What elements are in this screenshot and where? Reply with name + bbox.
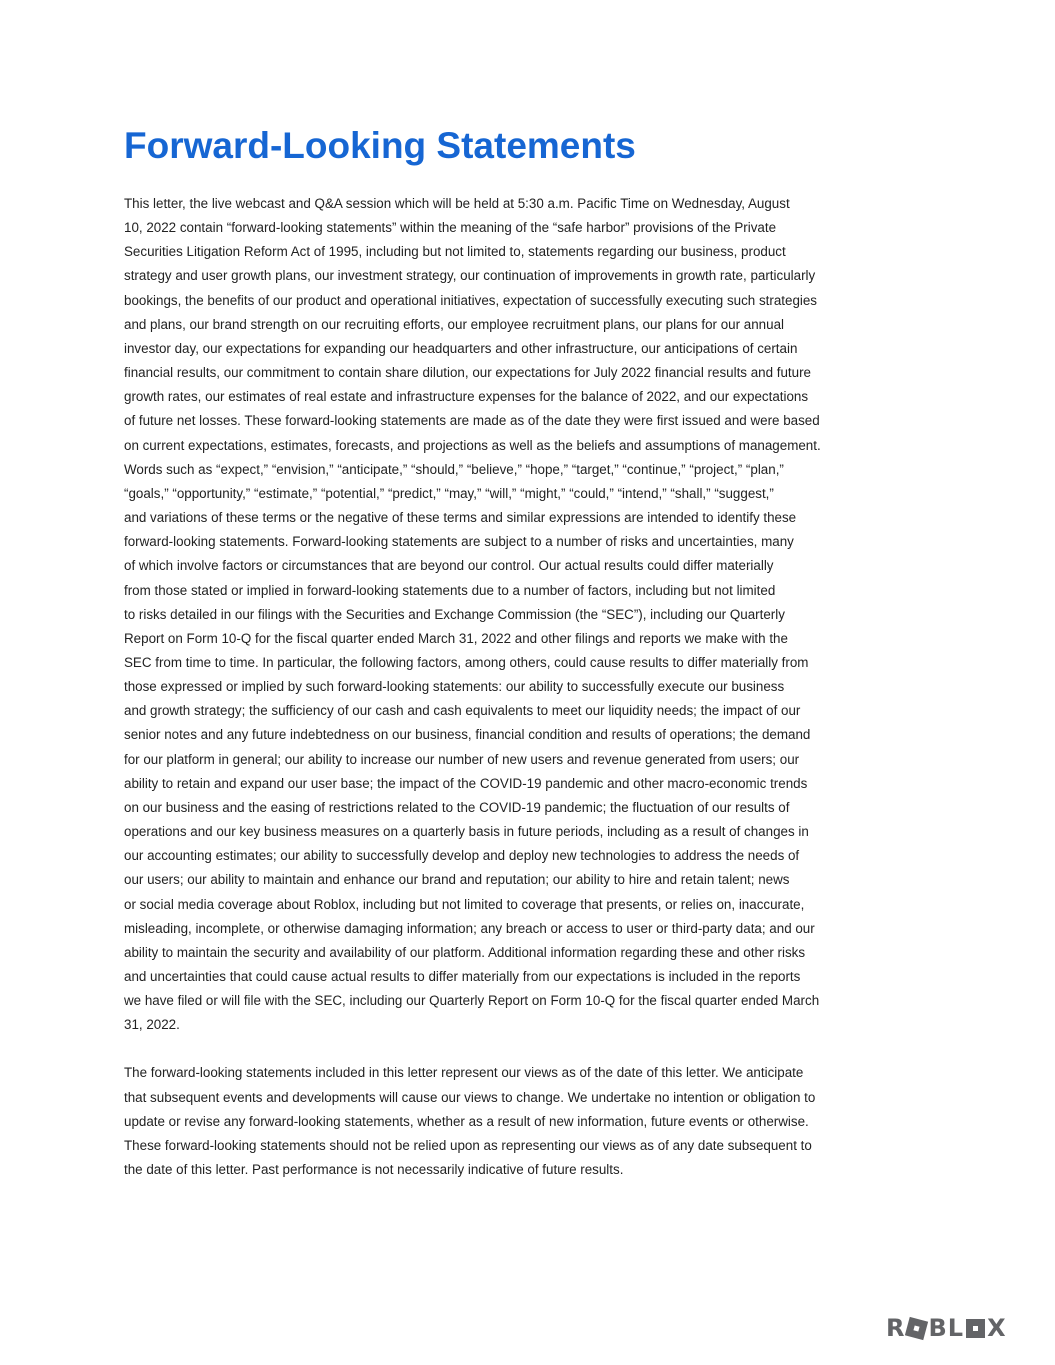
text-line: SEC from time to time. In particular, the following factors, among others, could cause results to differ materially from <box>124 654 809 670</box>
roblox-logo <box>886 1316 1026 1340</box>
text-line: and uncertainties that could cause actual results to differ materially from our expectations is included in the reports <box>124 969 801 984</box>
logo-o-square-icon <box>966 1319 985 1338</box>
text-line: and variations of these terms or the negative of these terms and similar expressions are intended to identify these <box>124 510 797 526</box>
text-line: ability to maintain the security and availability of our platform. Additional information regarding these and other risks <box>124 944 806 960</box>
text-line: 10, 2022 contain “forward-looking statements” within the meaning of the “safe harbor” provisions of the Private <box>124 220 777 236</box>
logo-o-square-icon <box>905 1317 928 1340</box>
body-text <box>124 192 934 1182</box>
text-line: we have filed or will file with the SEC, including our Quarterly Report on Form 10-Q for the fiscal quarter ended March <box>124 993 820 1009</box>
text-line: our users; our ability to maintain and enhance our brand and reputation; our ability to hire and retain talent; news <box>124 872 790 888</box>
text-line: senior notes and any future indebtedness on our business, financial condition and results of operations; the demand <box>124 727 811 743</box>
text-line: Words such as “expect,” “envision,” “anticipate,” “should,” “believe,” “hope,” “target,” “continue,” “project,” “plan,” <box>124 461 784 477</box>
text-line: bookings, the benefits of our product and operational initiatives, expectation of successfully executing such strategies <box>124 292 818 308</box>
text-line: operations and our key business measures on a quarterly basis in future periods, including as a result of changes in <box>124 824 809 840</box>
text-line: “goals,” “opportunity,” “estimate,” “potential,” “predict,” “may,” “will,” “might,” “could,” “intend,” “shall,” “suggest,” <box>124 485 774 501</box>
text-line: and growth strategy; the sufficiency of our cash and cash equivalents to meet our liquidity needs; the impact of our <box>124 703 801 719</box>
page-title: Forward-Looking Statements <box>124 125 636 166</box>
text-line: on current expectations, estimates, forecasts, and projections as well as the beliefs and assumptions of management. <box>124 437 821 453</box>
text-line: growth rates, our estimates of real estate and infrastructure expenses for the balance of 2022, and our expectations <box>124 389 809 405</box>
text-line: our accounting estimates; our ability to successfully develop and deploy new technologies to address the needs of <box>124 848 800 864</box>
text-line: ability to retain and expand our user base; the impact of the COVID-19 pandemic and other macro-economic trends <box>124 775 808 791</box>
text-line: the date of this letter. Past performance is not necessarily indicative of future results. <box>124 1162 624 1178</box>
text-line: and plans, our brand strength on our recruiting efforts, our employee recruitment plans, our plans for our annual <box>124 316 784 332</box>
text-line: misleading, incomplete, or otherwise damaging information; any breach or access to user or third-party data; and our <box>124 920 815 936</box>
text-line: of future net losses. These forward-looking statements are made as of the date they were first issued and were based <box>124 413 820 429</box>
text-line: that subsequent events and developments will cause our views to change. We undertake no intention or obligation to <box>124 1089 816 1105</box>
text-line: update or revise any forward-looking statements, whether as a result of new information, future events or otherwise. <box>124 1113 809 1129</box>
text-line: investor day, our expectations for expanding our headquarters and other infrastructure, our anticipations of certain <box>124 340 798 356</box>
paragraph-forward-looking <box>124 192 934 1037</box>
text-line: those expressed or implied by such forward-looking statements: our ability to successfully execute our business <box>124 679 785 695</box>
text-line: The forward-looking statements included in this letter represent our views as of the date of this letter. We anticipate <box>124 1065 804 1081</box>
text-line: or social media coverage about Roblox, including but not limited to coverage that presents, or relies on, inaccurate, <box>124 896 805 912</box>
text-line: on our business and the easing of restrictions related to the COVID-19 pandemic; the fluctuation of our results of <box>124 799 790 815</box>
text-line: Report on Form 10-Q for the fiscal quarter ended March 31, 2022 and other filings and reports we make with the <box>124 630 788 646</box>
text-line: Securities Litigation Reform Act of 1995, including but not limited to, statements regarding our business, product <box>124 244 786 260</box>
text-line: financial results, our commitment to contain share dilution, our expectations for July 2022 financial results and future <box>124 365 812 381</box>
text-line: from those stated or implied in forward-looking statements due to a number of factors, including but not limited <box>124 582 776 598</box>
text-line: 31, 2022. <box>124 1017 180 1033</box>
text-line: forward-looking statements. Forward-looking statements are subject to a number of risks and uncertainties, many <box>124 534 794 550</box>
text-line: These forward-looking statements should not be relied upon as representing our views as of any date subsequent to <box>124 1137 812 1153</box>
text-line: for our platform in general; our ability to increase our number of new users and revenue generated from users; our <box>124 751 800 767</box>
paragraph-views-disclaimer <box>124 1061 934 1182</box>
text-line: strategy and user growth plans, our investment strategy, our continuation of improvements in growth rate, particularly <box>124 268 816 284</box>
text-line: to risks detailed in our filings with the Securities and Exchange Commission (the “SEC”), including our Quarterly <box>124 606 785 622</box>
roblox-logo-text: R BL X <box>886 1314 1007 1342</box>
text-line: of which involve factors or circumstances that are beyond our control. Our actual results could differ materially <box>124 558 774 574</box>
text-line: This letter, the live webcast and Q&A session which will be held at 5:30 a.m. Pacific Time on Wednesday, August <box>124 196 790 211</box>
